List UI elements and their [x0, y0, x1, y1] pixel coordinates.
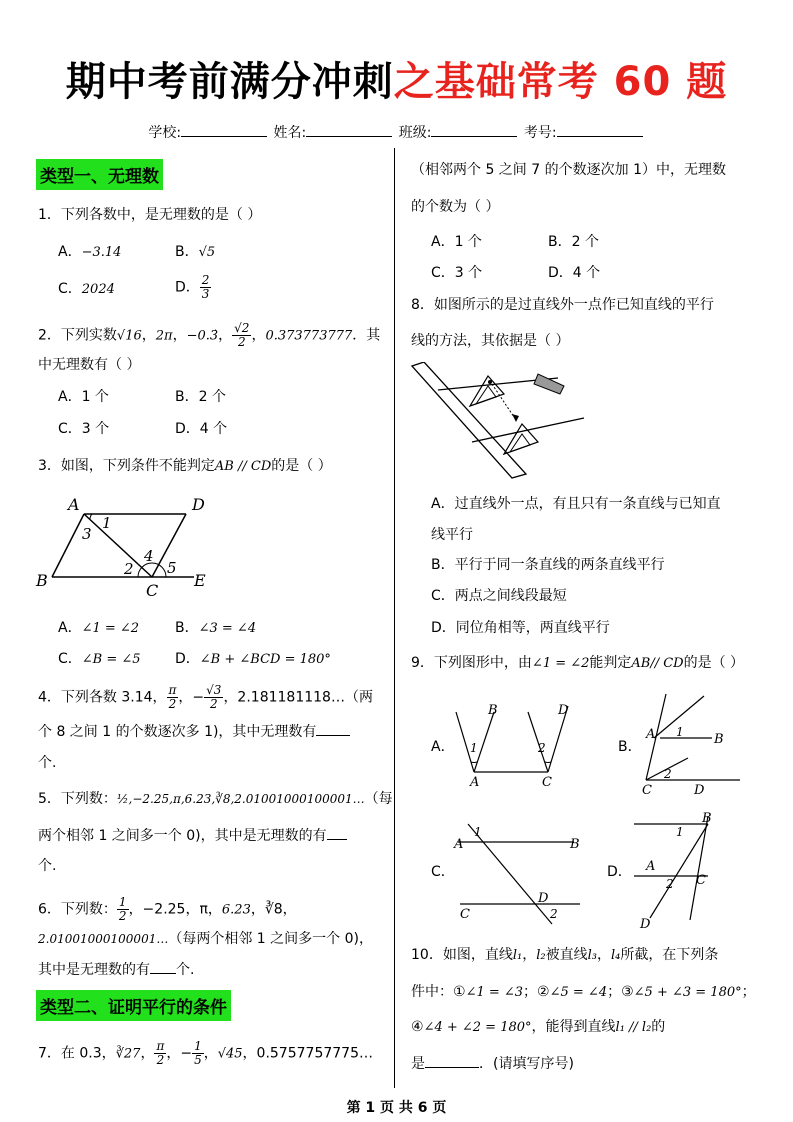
q2-option-b: B．2 个	[175, 389, 226, 405]
page-title	[0, 50, 793, 107]
q9-option-a-label: A．	[431, 739, 455, 755]
svg-text:A: A	[646, 859, 656, 874]
q3-angle-5: 5	[167, 559, 177, 577]
section-heading-2: 类型二、证明平行的条件	[36, 990, 231, 1021]
school-blank[interactable]	[181, 122, 267, 137]
q7-option-d: D．4 个	[548, 265, 601, 281]
q9-figure-b	[636, 688, 756, 798]
q3-angle-1: 1	[102, 514, 112, 532]
q6-line3: 其中是无理数的有 个.	[38, 962, 195, 978]
q10-stem-line2: 件中：①∠1 = ∠3；②∠5 = ∠4；③∠5 + ∠3 = 180°；	[411, 984, 756, 1000]
q2-option-c: C．3 个	[58, 421, 110, 437]
title-black: 期中考前满分冲刺	[65, 59, 394, 105]
svg-text:1: 1	[470, 741, 478, 755]
q7-option-c: C．3 个	[431, 265, 483, 281]
q9-option-d-label: D．	[607, 864, 632, 880]
svg-text:C: C	[460, 907, 470, 922]
q3-angle-4: 4	[144, 547, 154, 565]
q8-stem-line2: 线的方法，其依据是（ ）	[411, 333, 570, 349]
svg-text:A: A	[470, 775, 480, 790]
q8-stem-line1: 8．如图所示的是过直线外一点作已知直线的平行	[411, 297, 714, 313]
q7-option-a: A．1 个	[431, 234, 482, 250]
q5-line3: 个.	[38, 858, 57, 874]
q1-option-b: B．√5	[175, 244, 216, 260]
svg-text:B: B	[570, 837, 580, 852]
q5-answer-blank[interactable]	[327, 839, 347, 840]
svg-text:D: D	[538, 891, 549, 906]
q8-option-d: D．同位角相等，两直线平行	[431, 620, 610, 636]
q2-option-a: A．1 个	[58, 389, 109, 405]
q2-stem-line2: 中无理数有（ ）	[38, 357, 141, 373]
class-label: 班级:	[398, 125, 432, 141]
svg-text:C: C	[542, 775, 552, 790]
name-blank[interactable]	[306, 122, 392, 137]
q1-option-a: A．−3.14	[58, 244, 122, 260]
svg-text:D: D	[558, 703, 569, 718]
q8-figure	[408, 362, 588, 480]
q3-label-e: E	[194, 571, 206, 590]
q8-option-c: C．两点之间线段最短	[431, 588, 567, 604]
q4-answer-blank[interactable]	[316, 735, 350, 736]
q1-option-d: D． $\frac{2}{3}$	[175, 273, 210, 301]
q3-label-d: D	[192, 495, 205, 514]
name-label: 姓名:	[273, 125, 307, 141]
q6-answer-blank[interactable]	[150, 973, 176, 974]
svg-text:C: C	[696, 873, 706, 888]
q8-option-b: B．平行于同一条直线的两条直线平行	[431, 557, 665, 573]
svg-text:B: B	[714, 732, 724, 747]
class-blank[interactable]	[431, 122, 517, 137]
q3-figure	[34, 492, 224, 602]
q10-stem-line3: ④∠4 + ∠2 = 180°，能得到直线l₁ // l₂的	[411, 1019, 666, 1035]
q9-figure-d	[628, 806, 728, 932]
column-divider	[394, 148, 395, 1088]
q3-label-b: B	[36, 571, 48, 590]
svg-text:B: B	[702, 811, 712, 826]
q9-option-c-label: C．	[431, 864, 455, 880]
q6-line2: 2.01001000100001…（每两个相邻 1 之间多一个 0)，	[38, 931, 373, 947]
q3-angle-3: 3	[82, 525, 92, 543]
q1-option-c: C．2024	[58, 281, 115, 297]
q10-stem-line1: 10．如图，直线l₁，l₂被直线l₃，l₄所截，在下列条	[411, 947, 719, 963]
q8-option-a-line1: A．过直线外一点，有且只有一条直线与已知直	[431, 496, 721, 512]
q7-stem: 7．在 0.3，∛27， $\frac{\pi}{2}$ ，− $\frac{1}{5}$ ，√45，0.5757757775…	[38, 1039, 373, 1067]
q3-label-c: C	[146, 581, 159, 600]
q6-stem: 6．下列数： $\frac{1}{2}$ ，−2.25，π，6.23，∛8，	[38, 895, 297, 923]
q7-cont-line1: （相邻两个 5 之间 7 的个数逐次加 1）中，无理数	[411, 162, 726, 178]
q8-option-a-line2: 线平行	[431, 527, 473, 543]
q10-stem-line4: 是 ．(请填写序号)	[411, 1056, 574, 1072]
q4-line2: 个 8 之间 1 的个数逐次多 1)，其中无理数有	[38, 724, 350, 740]
q3-option-c: C．∠B = ∠5	[58, 651, 141, 667]
q9-option-b-label: B．	[618, 739, 642, 755]
q3-angle-2: 2	[124, 560, 134, 578]
number-blank[interactable]	[557, 122, 643, 137]
svg-text:C: C	[642, 783, 652, 798]
svg-text:2: 2	[666, 877, 674, 891]
page-footer: 第 1 页 共 6 页	[346, 1100, 447, 1116]
svg-text:2: 2	[550, 907, 558, 921]
q5-stem: 5．下列数：½,−2.25,π,6.23,∛8,2.01001000100001…（每	[38, 791, 393, 807]
q9-figure-a	[450, 700, 585, 790]
title-red: 之基础常考 60 题	[393, 59, 728, 105]
q3-option-b: B．∠3 = ∠4	[175, 620, 257, 636]
q4-stem: 4．下列各数 3.14， $\frac{\pi}{2}$ ，− $\frac{√3}{2}$ ，2.181181118…（两	[38, 683, 373, 711]
svg-text:D: D	[694, 783, 705, 798]
q10-answer-blank[interactable]	[425, 1067, 479, 1068]
svg-text:1: 1	[676, 825, 684, 839]
svg-text:1: 1	[676, 725, 684, 739]
q3-option-a: A．∠1 = ∠2	[58, 620, 140, 636]
q3-option-d: D．∠B + ∠BCD = 180°	[175, 651, 331, 667]
q4-line3: 个.	[38, 755, 57, 771]
school-label: 学校:	[148, 125, 182, 141]
svg-text:A: A	[646, 727, 656, 742]
section-heading-1: 类型一、无理数	[36, 159, 163, 190]
q3-label-a: A	[68, 495, 80, 514]
number-label: 考号:	[523, 125, 557, 141]
svg-text:D: D	[640, 917, 651, 932]
q3-stem: 3．如图，下列条件不能判定AB // CD的是（ ）	[38, 458, 332, 474]
student-info-line	[0, 122, 793, 142]
svg-text:2: 2	[538, 741, 546, 755]
svg-text:2: 2	[664, 767, 672, 781]
svg-text:1: 1	[474, 825, 482, 839]
q2-stem: 2．下列实数√16，2π，−0.3̇， $\frac{√2}{2}$ ，0.373773777．其	[38, 321, 381, 349]
q9-figure-c	[452, 820, 592, 930]
svg-text:A: A	[454, 837, 464, 852]
q5-line2: 两个相邻 1 之间多一个 0)，其中是无理数的有	[38, 828, 347, 844]
q1-stem: 1．下列各数中，是无理数的是（ ）	[38, 207, 262, 223]
q9-stem: 9．下列图形中，由∠1 = ∠2能判定AB// CD的是（ ）	[411, 655, 745, 671]
q2-option-d: D．4 个	[175, 421, 228, 437]
svg-text:B: B	[488, 703, 498, 718]
q7-option-b: B．2 个	[548, 234, 599, 250]
q7-cont-line2: 的个数为（ ）	[411, 199, 500, 215]
